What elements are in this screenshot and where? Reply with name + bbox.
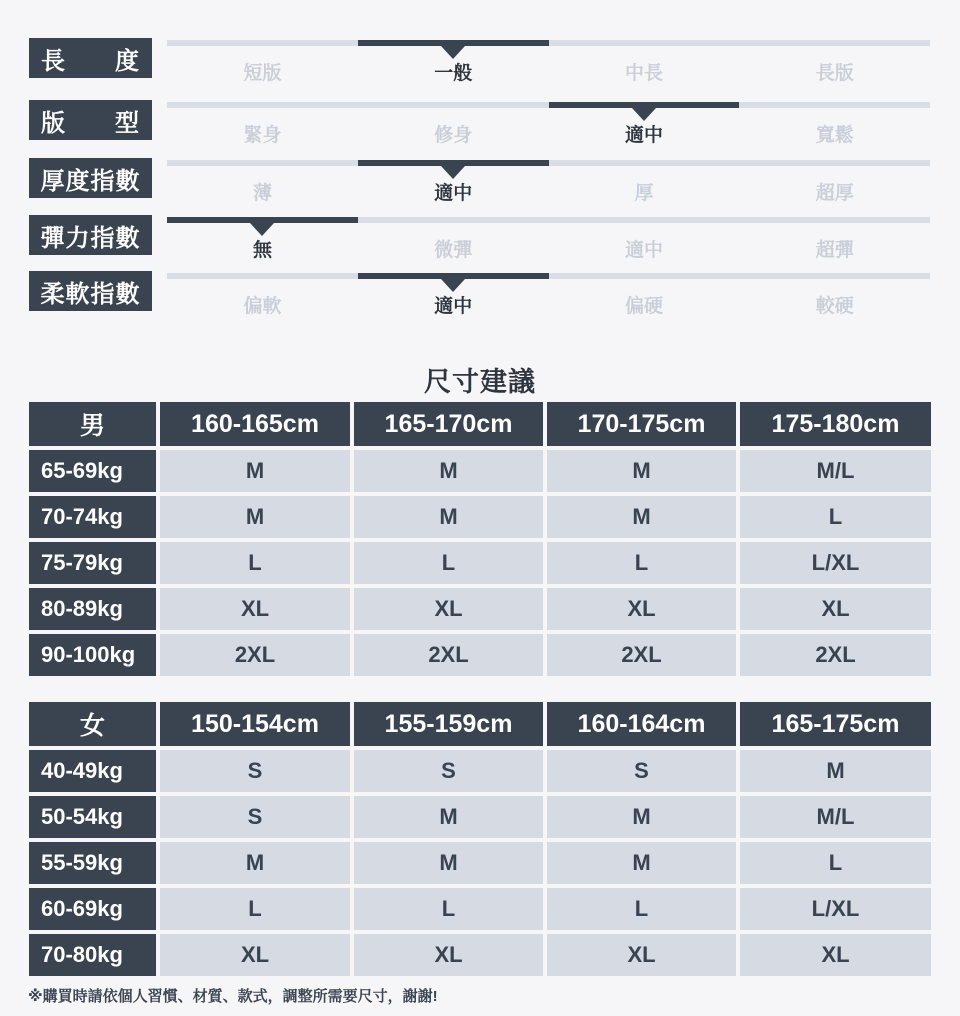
height-column-header: 160-165cm [160, 402, 350, 446]
attribute-option: 中長 [624, 63, 663, 84]
attribute-option: 偏硬 [624, 296, 663, 317]
height-column-header: 170-175cm [547, 402, 736, 446]
size-cell: M/L [740, 796, 931, 838]
attribute-row [29, 100, 931, 144]
weight-label: 70-80kg [29, 934, 156, 976]
attribute-option: 適中 [624, 240, 663, 261]
size-cell: M [354, 796, 543, 838]
attribute-label: 彈力指數 [29, 215, 152, 255]
size-cell: L [547, 542, 736, 584]
size-cell: XL [160, 588, 350, 630]
attribute-row [29, 158, 931, 202]
attribute-label: 厚度指數 [29, 158, 152, 198]
size-cell: L [354, 542, 543, 584]
size-cell: L [740, 496, 931, 538]
table-corner-label: 男 [29, 402, 156, 446]
size-cell: XL [547, 934, 736, 976]
size-cell: L [160, 542, 350, 584]
size-cell: 2XL [740, 634, 931, 676]
size-cell: M [740, 750, 931, 792]
height-column-header: 165-175cm [740, 702, 931, 746]
size-cell: S [160, 750, 350, 792]
attribute-row [29, 271, 931, 315]
size-cell: M [354, 496, 543, 538]
height-column-header: 165-170cm [354, 402, 543, 446]
purchase-note: ※購買時請依個人習慣、材質、款式，調整所需要尺寸，謝謝! [28, 988, 438, 1005]
attribute-option: 微彈 [434, 240, 473, 261]
attribute-label-char: 長 [41, 47, 66, 75]
attribute-track [167, 160, 930, 166]
size-cell: XL [547, 588, 736, 630]
table-corner-label: 女 [29, 702, 156, 746]
attribute-label: 柔軟指數 [29, 271, 152, 311]
size-title: 尺寸建議 [424, 367, 536, 397]
weight-label: 80-89kg [29, 588, 156, 630]
attribute-track [167, 102, 930, 108]
attribute-option: 薄 [252, 183, 272, 204]
size-cell: L [547, 888, 736, 930]
weight-label: 70-74kg [29, 496, 156, 538]
size-cell: M [160, 496, 350, 538]
weight-label: 40-49kg [29, 750, 156, 792]
attribute-option: 偏軟 [243, 296, 282, 317]
weight-label: 90-100kg [29, 634, 156, 676]
size-cell: M [160, 842, 350, 884]
attribute-label-char: 度 [115, 47, 140, 75]
attribute-option: 緊身 [243, 125, 282, 146]
size-cell: S [354, 750, 543, 792]
attribute-track [167, 217, 930, 223]
size-cell: 2XL [547, 634, 736, 676]
attribute-label [29, 100, 152, 140]
size-cell: XL [354, 588, 543, 630]
size-cell: 2XL [354, 634, 543, 676]
weight-label: 60-69kg [29, 888, 156, 930]
size-cell: XL [740, 588, 931, 630]
weight-label: 75-79kg [29, 542, 156, 584]
size-cell: L [160, 888, 350, 930]
attribute-option: 適中 [434, 296, 473, 317]
size-cell: M [547, 796, 736, 838]
size-cell: M [547, 842, 736, 884]
attribute-option: 超厚 [815, 183, 854, 204]
height-column-header: 160-164cm [547, 702, 736, 746]
weight-label: 55-59kg [29, 842, 156, 884]
attribute-option: 適中 [434, 183, 473, 204]
attribute-track [167, 273, 930, 279]
attribute-option: 適中 [624, 125, 663, 146]
size-cell: M [160, 450, 350, 492]
size-cell: S [160, 796, 350, 838]
attribute-option: 短版 [243, 63, 282, 84]
size-cell: M [547, 450, 736, 492]
size-cell: M [354, 842, 543, 884]
size-cell: L [740, 842, 931, 884]
attribute-option: 超彈 [815, 240, 854, 261]
height-column-header: 155-159cm [354, 702, 543, 746]
attribute-option: 無 [252, 240, 272, 261]
attribute-label-char: 型 [115, 109, 140, 137]
weight-label: 50-54kg [29, 796, 156, 838]
weight-label: 65-69kg [29, 450, 156, 492]
attribute-option: 厚 [634, 183, 654, 204]
size-cell: S [547, 750, 736, 792]
attribute-track [167, 40, 930, 46]
height-column-header: 175-180cm [740, 402, 931, 446]
size-cell: XL [354, 934, 543, 976]
height-column-header: 150-154cm [160, 702, 350, 746]
attribute-label-char: 版 [41, 109, 66, 137]
size-cell: XL [740, 934, 931, 976]
size-cell: M [354, 450, 543, 492]
size-cell: 2XL [160, 634, 350, 676]
size-cell: M/L [740, 450, 931, 492]
size-cell: XL [160, 934, 350, 976]
attribute-row [29, 215, 931, 259]
size-cell: L/XL [740, 888, 931, 930]
size-cell: M [547, 496, 736, 538]
size-cell: L [354, 888, 543, 930]
attribute-option: 寬鬆 [815, 125, 854, 146]
attribute-option: 較硬 [815, 296, 854, 317]
attribute-option: 長版 [815, 63, 854, 84]
attribute-row [29, 38, 931, 82]
size-cell: L/XL [740, 542, 931, 584]
attribute-label [29, 38, 152, 78]
attribute-option: 修身 [434, 125, 473, 146]
attribute-option: 一般 [434, 63, 473, 84]
